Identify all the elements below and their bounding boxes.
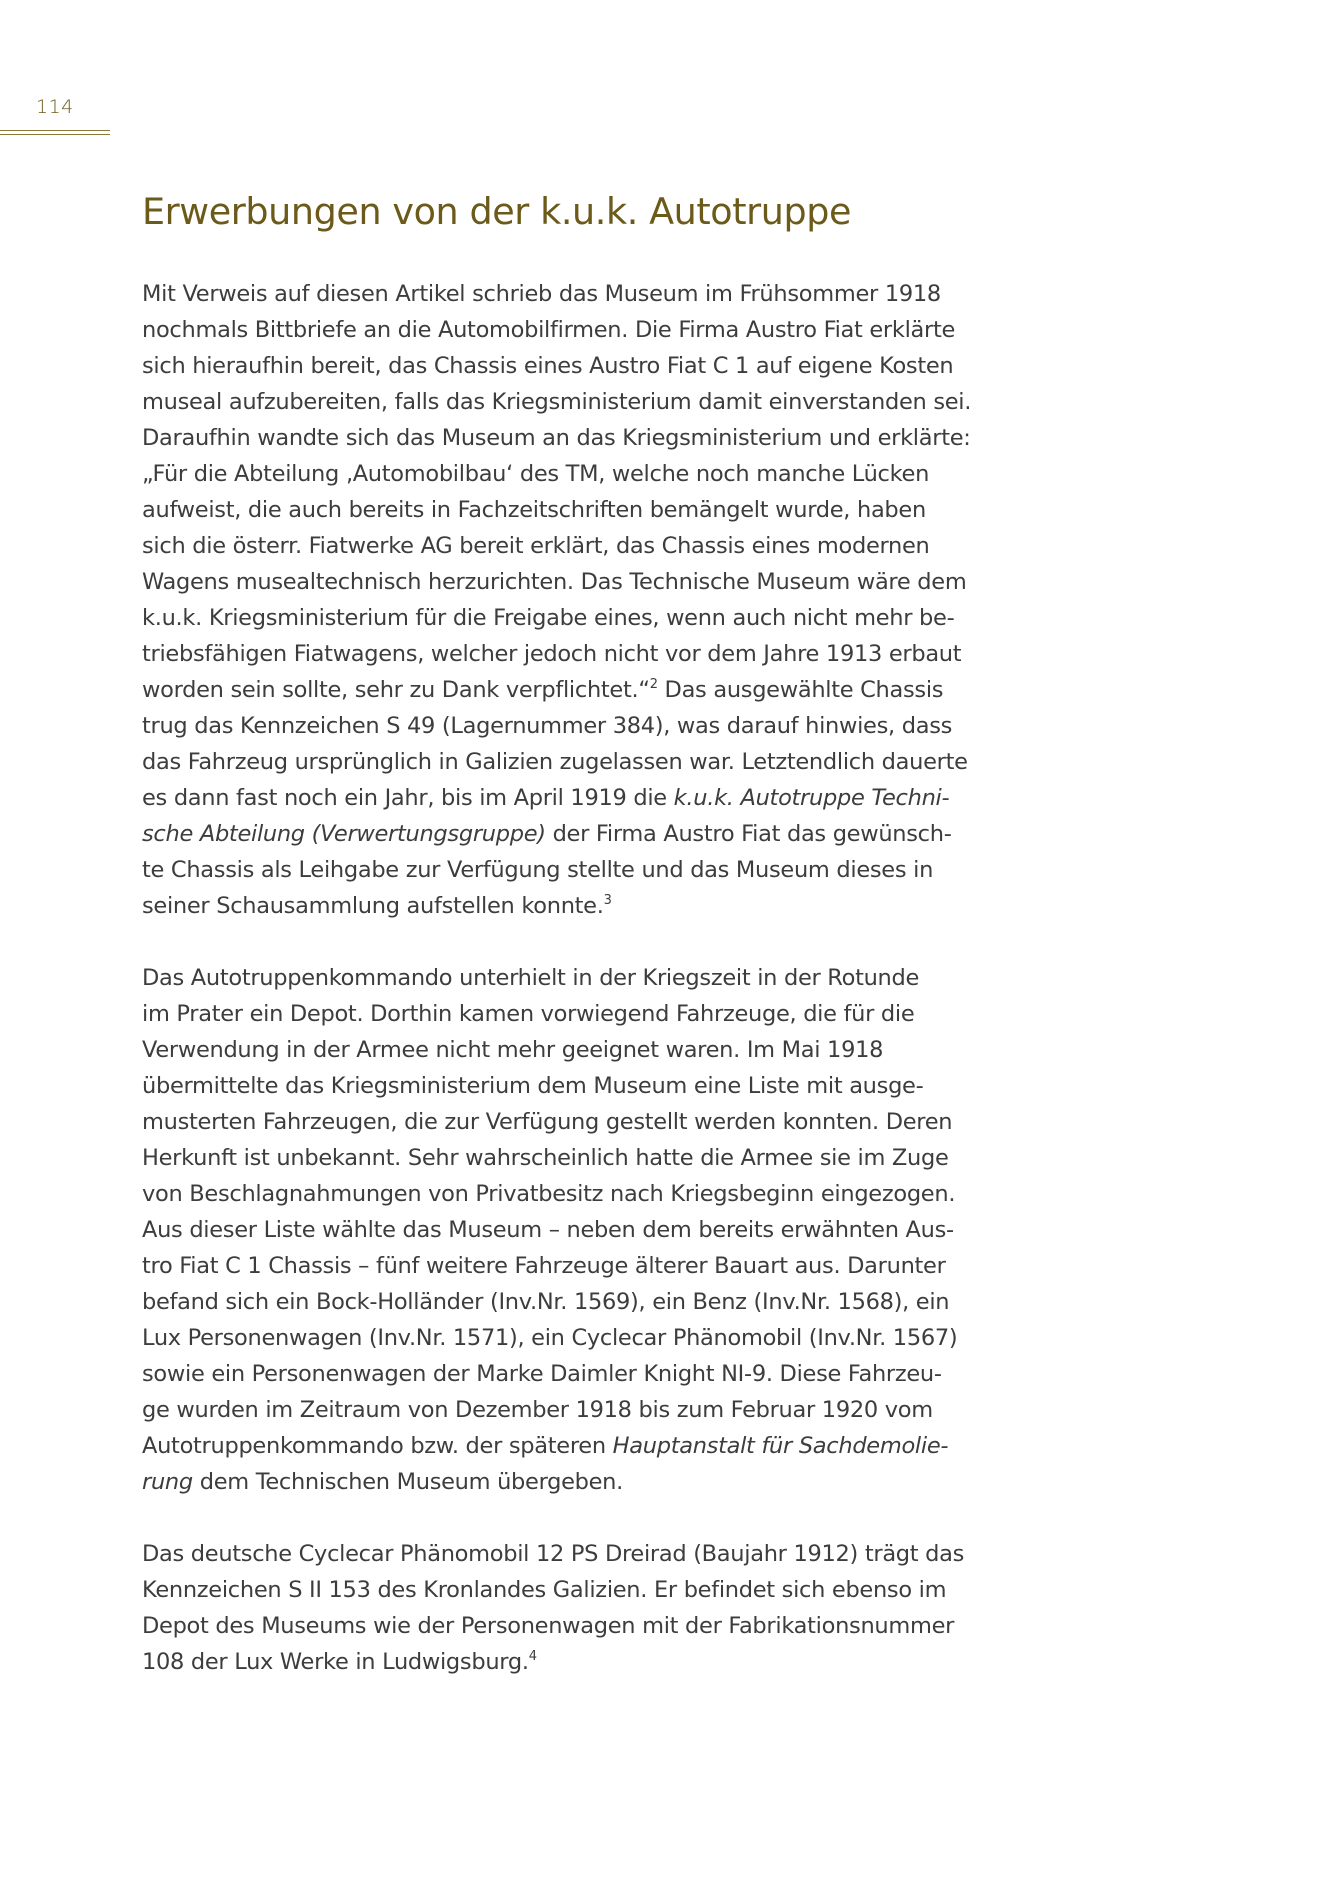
page-number: 114 (36, 96, 74, 118)
text-line: Aus dieser Liste wählte das Museum – neben dem bereits erwähnten Aus- (142, 1217, 954, 1243)
text-line: Mit Verweis auf diesen Artikel schrieb das Museum im Frühsommer 1918 (142, 281, 941, 307)
text-line: sich die österr. Fiatwerke AG bereit erklärt, das Chassis eines modernen (142, 533, 930, 559)
text-line: nochmals Bittbriefe an die Automobilfirmen. Die Firma Austro Fiat erklärte (142, 317, 956, 343)
text-line: im Prater ein Depot. Dorthin kamen vorwiegend Fahrzeuge, die für die (142, 1001, 915, 1027)
text-line: trug das Kennzeichen S 49 (Lagernummer 384), was darauf hinwies, dass (142, 713, 953, 739)
text-line: sche Abteilung (Verwertungsgruppe) der Firma Austro Fiat das gewünsch- (142, 821, 952, 847)
text-line: tro Fiat C 1 Chassis – fünf weitere Fahrzeuge älterer Bauart aus. Darunter (142, 1253, 946, 1279)
text-line: Wagens musealtechnisch herzurichten. Das Technische Museum wäre dem (142, 569, 967, 595)
text-line: befand sich ein Bock-Holländer (Inv.Nr. 1569), ein Benz (Inv.Nr. 1568), ein (142, 1289, 950, 1315)
text-line: Depot des Museums wie der Personenwagen mit der Fabrikationsnummer (142, 1613, 955, 1639)
text-line: übermittelte das Kriegsministerium dem Museum eine Liste mit ausge- (142, 1073, 924, 1099)
text-line: sowie ein Personenwagen der Marke Daimler Knight NI-9. Diese Fahrzeu- (142, 1361, 942, 1387)
italic-name: rung (142, 1469, 193, 1495)
text-line: seiner Schausammlung aufstellen konnte.$^3$ (142, 893, 612, 919)
text-line: „Für die Abteilung ‚Automobilbau‘ des TM, welche noch manche Lücken (142, 461, 930, 487)
text-line: k.u.k. Kriegsministerium für die Freigabe eines, wenn auch nicht mehr be- (142, 605, 955, 631)
text-line: Das Autotruppenkommando unterhielt in der Kriegszeit in der Rotunde (142, 965, 920, 991)
page-number-rule-double (0, 134, 110, 135)
text-line: rung dem Technischen Museum übergeben. (142, 1469, 623, 1495)
italic-name: sche Abteilung (Verwertungsgruppe) (142, 821, 546, 847)
text-line: worden sein sollte, sehr zu Dank verpflichtet.“$^2$ Das ausgewählte Chassis (142, 677, 944, 703)
text-line: te Chassis als Leihgabe zur Verfügung stellte und das Museum dieses in (142, 857, 934, 883)
paragraph-3 (142, 1536, 1042, 1680)
text-line: Das deutsche Cyclecar Phänomobil 12 PS Dreirad (Baujahr 1912) trägt das (142, 1541, 965, 1567)
text-line: Herkunft ist unbekannt. Sehr wahrscheinlich hatte die Armee sie im Zuge (142, 1145, 949, 1171)
text-line: ge wurden im Zeitraum von Dezember 1918 bis zum Februar 1920 vom (142, 1397, 933, 1423)
text-line: Daraufhin wandte sich das Museum an das Kriegsministerium und erklärte: (142, 425, 971, 451)
text-line: das Fahrzeug ursprünglich in Galizien zugelassen war. Letztendlich dauerte (142, 749, 968, 775)
footnote-marker: 3 (603, 893, 612, 908)
paragraph-1 (142, 276, 1042, 924)
body-text (142, 276, 1042, 1716)
text-line: museal aufzubereiten, falls das Kriegsministerium damit einverstanden sei. (142, 389, 972, 415)
text-line: sich hieraufhin bereit, das Chassis eines Austro Fiat C 1 auf eigene Kosten (142, 353, 954, 379)
text-line: von Beschlagnahmungen von Privatbesitz nach Kriegsbeginn eingezogen. (142, 1181, 956, 1207)
text-line: Kennzeichen S II 153 des Kronlandes Galizien. Er befindet sich ebenso im (142, 1577, 947, 1603)
text-line: triebsfähigen Fiatwagens, welcher jedoch nicht vor dem Jahre 1913 erbaut (142, 641, 962, 667)
text-line: 108 der Lux Werke in Ludwigsburg.$^4$ (142, 1649, 537, 1675)
text-line: musterten Fahrzeugen, die zur Verfügung gestellt werden konnten. Deren (142, 1109, 953, 1135)
text-line: Verwendung in der Armee nicht mehr geeignet waren. Im Mai 1918 (142, 1037, 884, 1063)
text-line: Autotruppenkommando bzw. der späteren Hauptanstalt für Sachdemolie- (142, 1433, 949, 1459)
chapter-title: Erwerbungen von der k.u.k. Autotruppe (142, 190, 852, 233)
text-line: aufweist, die auch bereits in Fachzeitschriften bemängelt wurde, haben (142, 497, 926, 523)
italic-name: k.u.k. Autotruppe Techni- (673, 785, 950, 811)
page-number-rule (0, 130, 110, 131)
footnote-marker: 4 (528, 1649, 537, 1664)
footnote-marker: 2 (649, 677, 658, 692)
text-line: es dann fast noch ein Jahr, bis im April 1919 die k.u.k. Autotruppe Techni- (142, 785, 950, 811)
text-line: Lux Personenwagen (Inv.Nr. 1571), ein Cyclecar Phänomobil (Inv.Nr. 1567) (142, 1325, 958, 1351)
paragraph-2 (142, 960, 1042, 1500)
italic-name: Hauptanstalt für Sachdemolie- (612, 1433, 949, 1459)
